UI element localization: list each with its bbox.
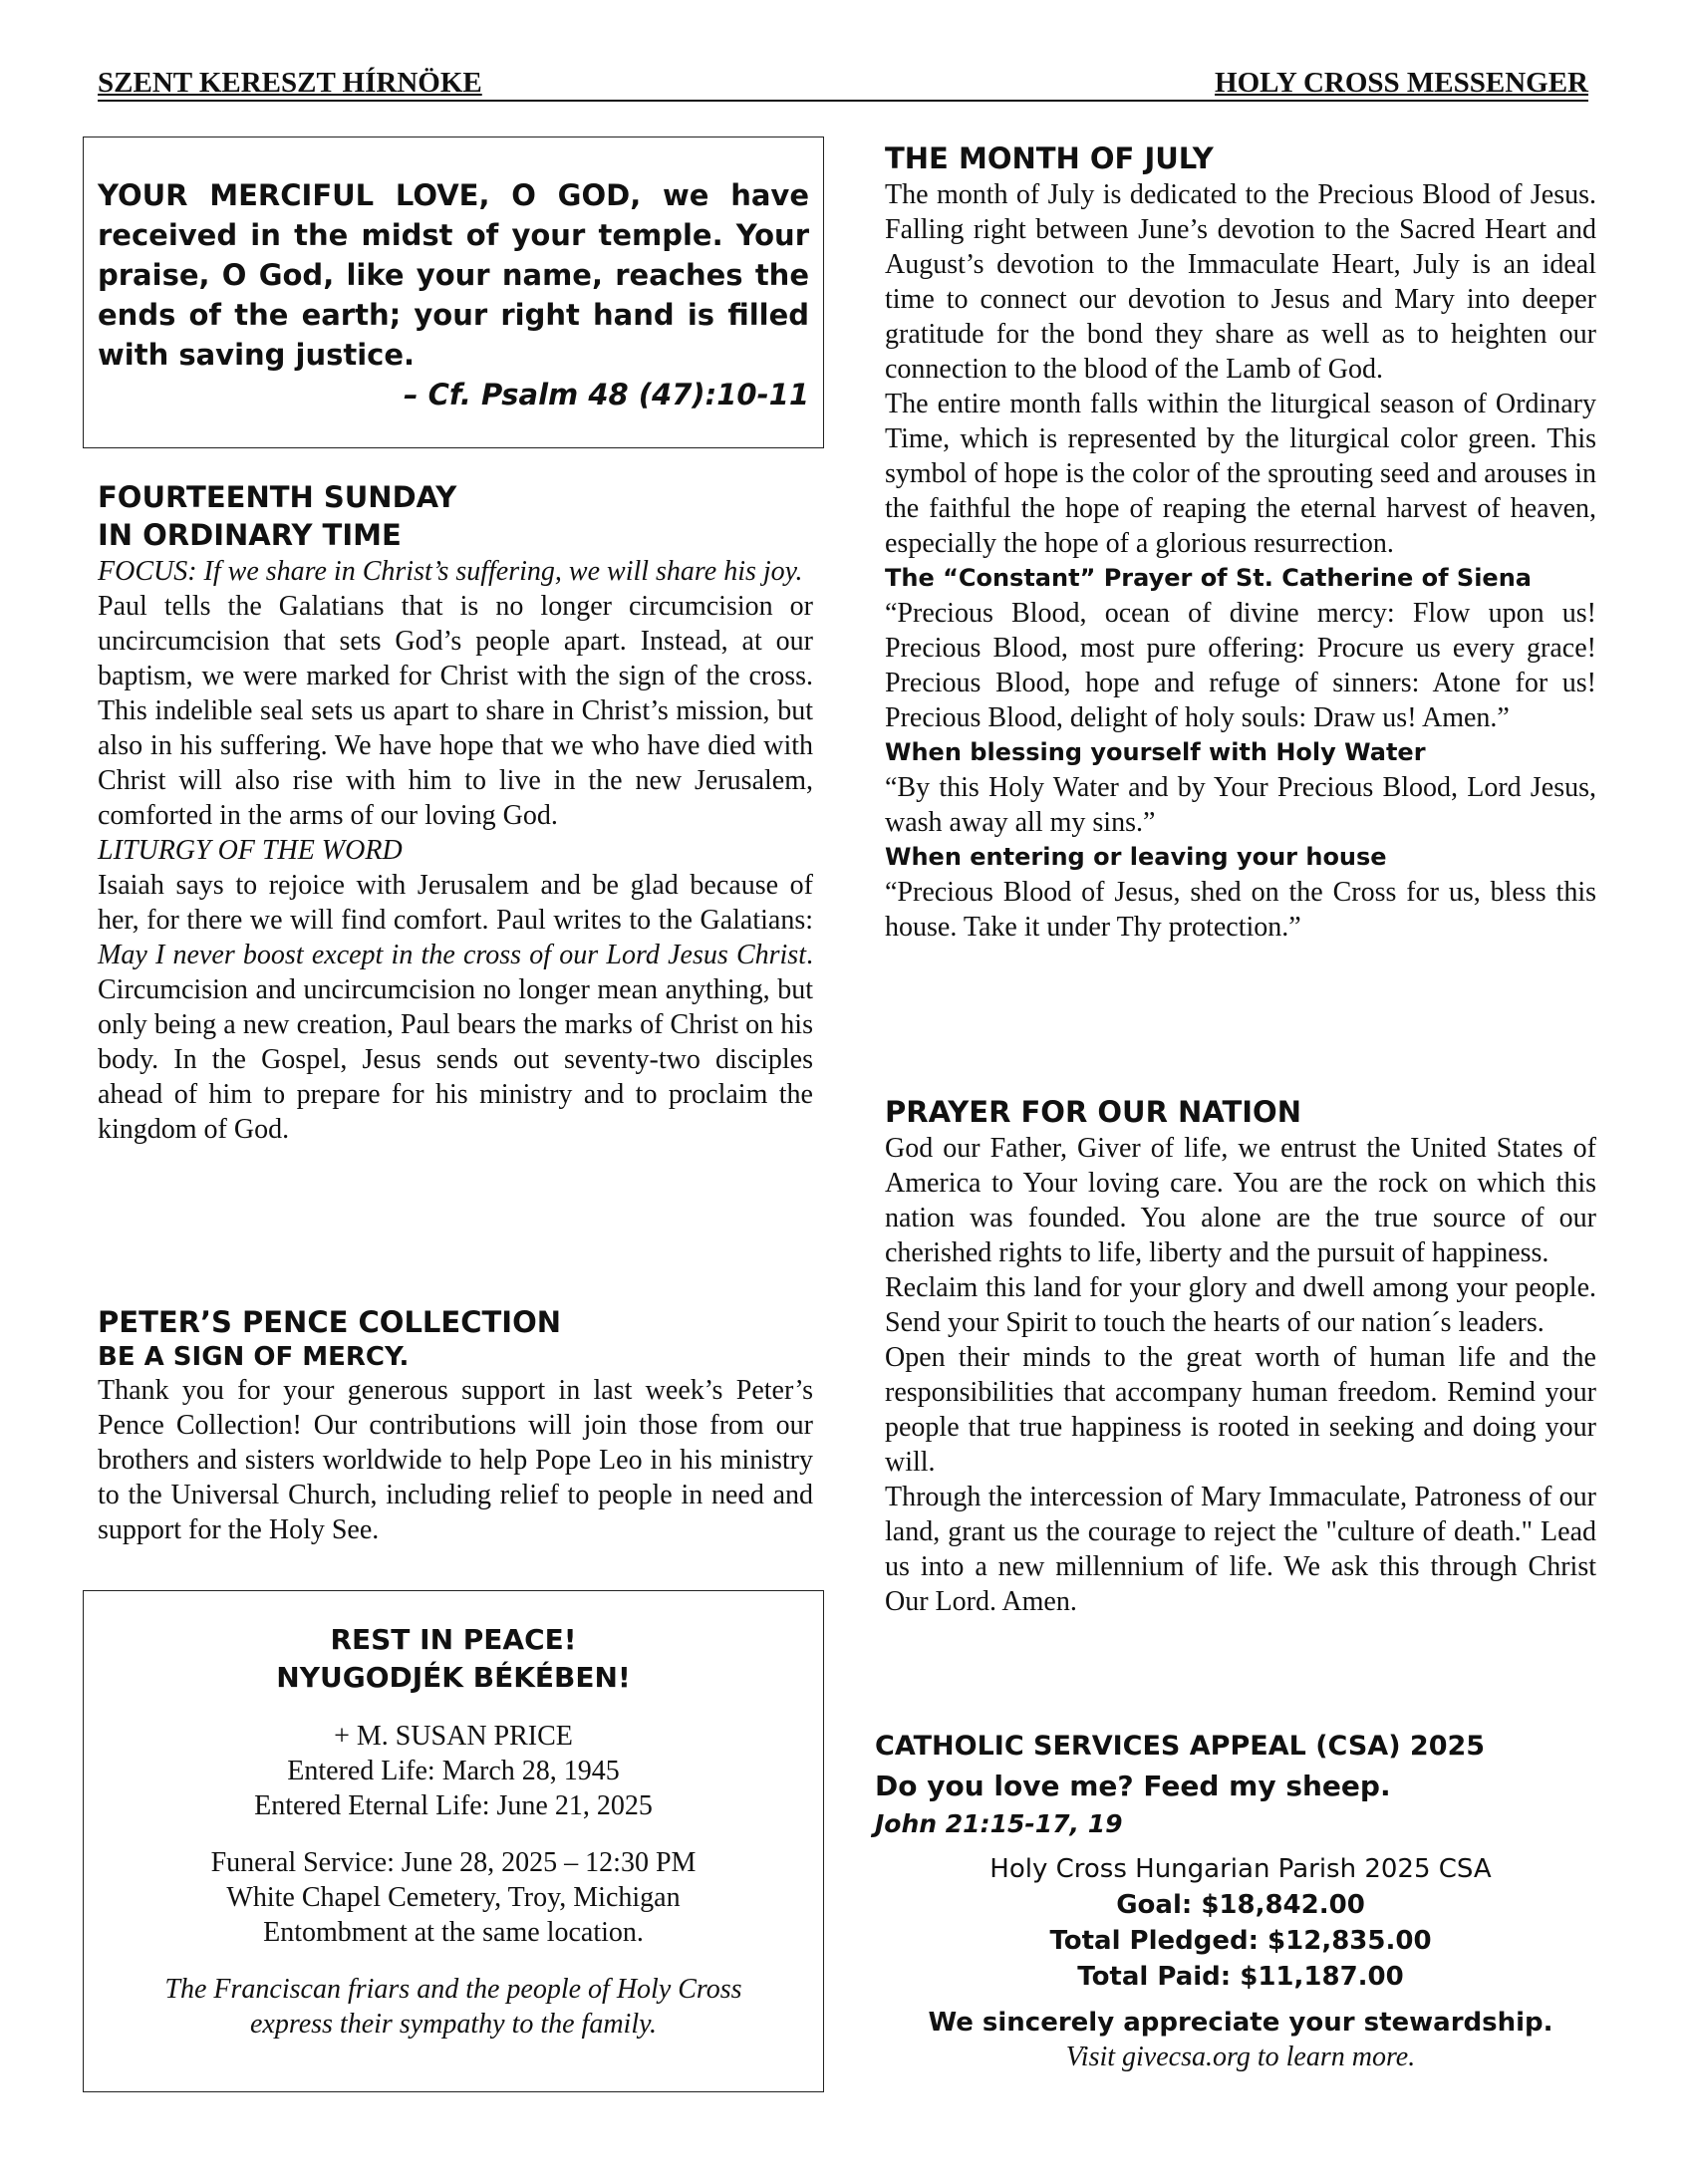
- peters-pence-body: Thank you for your generous support in last week’s Peter’s Pence Collection! Our contributions will join those from our brothers and sisters worldwide to help Pope Leo in his ministry to the Universal Church, including relief to people in need and support for the Holy See.: [98, 1375, 813, 1545]
- entered-eternal-life: Entered Eternal Life: June 21, 2025: [254, 1790, 653, 1821]
- fourteenth-sunday-paragraph-1: Paul tells the Galatians that is no longer circumcision or uncircumcision that sets God’s people apart. Instead, at our baptism, we were marked for Christ with the sign of the cross. This indelible seal sets us apart to share in Christ’s mission, but also in his suffering. We have hope that we who have died with Christ will also rise with him to live in the new Jerusalem, comforted in the arms of our loving God.: [98, 591, 813, 831]
- fourteenth-sunday-paragraph-2: [98, 868, 813, 1147]
- csa-section: [875, 1728, 1606, 2074]
- page-header: [98, 62, 1588, 102]
- psalm-text: YOUR MERCIFUL LOVE, O GOD, we have received in the midst of your temple. Your praise, O God, like your name, reaches the ends of the earth; your right hand is filled with saving justice.: [98, 178, 809, 372]
- nation-paragraph-1: God our Father, Giver of life, we entrust the United States of America to Your loving care. You are the rock on which this nation was founded. You alone are the true source of our cherished rights to life, liberty and the pursuit of happiness.: [885, 1133, 1596, 1268]
- july-paragraph-1: The month of July is dedicated to the Precious Blood of Jesus. Falling right between June’s devotion to the Sacred Heart and August’s devotion to the Immaculate Heart, July is an ideal time to connect our devotion to Jesus and Mary into deeper gratitude for the bond they share as well as to heighten our connection to the blood of the Lamb of God.: [885, 179, 1596, 385]
- header-title-english: HOLY CROSS MESSENGER: [1215, 67, 1588, 99]
- liturgy-label: LITURGY OF THE WORD: [98, 835, 403, 866]
- sympathy-line-1: The Franciscan friars and the people of Holy Cross: [164, 1974, 742, 2005]
- cemetery: White Chapel Cemetery, Troy, Michigan: [226, 1882, 681, 1913]
- psalm-box: [83, 136, 824, 448]
- header-title-hungarian: SZENT KERESZT HÍRNÖKE: [98, 67, 482, 99]
- house-prayer: “Precious Blood of Jesus, shed on the Cross for us, bless this house. Take it under Thy protection.”: [885, 877, 1596, 943]
- deceased-name: + M. SUSAN PRICE: [334, 1721, 573, 1752]
- month-of-july-section: [885, 139, 1596, 945]
- peters-pence-section: [98, 1303, 813, 1547]
- rest-in-peace-box: [83, 1590, 824, 2092]
- paragraph-2-part-b: . Circumcision and uncircumcision no longer mean anything, but only being a new creation, Paul bears the marks of Christ on his body. In the Gospel, Jesus sends out seventy-two disciples ahead of him to prepare for his ministry and to proclaim the kingdom of God.: [98, 940, 813, 1145]
- csa-subtitle: Do you love me? Feed my sheep.: [875, 1770, 1391, 1802]
- csa-appreciation: We sincerely appreciate your stewardship.: [928, 2008, 1553, 2038]
- csa-pledged: Total Pledged: $12,835.00: [1049, 1926, 1432, 1956]
- fourteenth-sunday-title-2: IN ORDINARY TIME: [98, 518, 402, 552]
- nation-paragraph-3: Open their minds to the great worth of human life and the responsibilities that accompany human freedom. Remind your people that true happiness is rooted in seeking and doing your will.: [885, 1342, 1596, 1478]
- rip-title-hungarian: NYUGODJÉK BÉKÉBEN!: [276, 1661, 631, 1694]
- house-title: When entering or leaving your house: [885, 843, 1387, 871]
- paragraph-2-quote: May I never boost except in the cross of our Lord Jesus Christ: [98, 940, 806, 970]
- csa-visit-link: Visit givecsa.org to learn more.: [1065, 2042, 1416, 2072]
- csa-citation: John 21:15-17, 19: [875, 1809, 1123, 1838]
- psalm-citation: – Cf. Psalm 48 (47):10-11: [404, 378, 809, 411]
- rip-title-english: REST IN PEACE!: [330, 1623, 577, 1656]
- peters-pence-subtitle: BE A SIGN OF MERCY.: [98, 1342, 410, 1372]
- constant-prayer-title: The “Constant” Prayer of St. Catherine of Siena: [885, 564, 1532, 592]
- paragraph-2-part-a: Isaiah says to rejoice with Jerusalem and be glad because of her, for there we will find comfort. Paul writes to the Galatians:: [98, 870, 813, 936]
- fourteenth-sunday-section: [98, 478, 813, 1147]
- holy-water-title: When blessing yourself with Holy Water: [885, 738, 1426, 766]
- entombment: Entombment at the same location.: [263, 1917, 644, 1948]
- funeral-service: Funeral Service: June 28, 2025 – 12:30 PM: [210, 1847, 697, 1878]
- csa-parish-line: Holy Cross Hungarian Parish 2025 CSA: [989, 1854, 1492, 1884]
- nation-paragraph-4: Through the intercession of Mary Immaculate, Patroness of our land, grant us the courage to reject the "culture of death." Lead us into a new millennium of life. We ask this through Christ Our Lord. Amen.: [885, 1482, 1596, 1617]
- csa-paid: Total Paid: $11,187.00: [1077, 1962, 1404, 1992]
- focus-text: FOCUS: If we share in Christ’s suffering, we will share his joy.: [98, 556, 803, 587]
- prayer-for-nation-section: [885, 1093, 1596, 1619]
- fourteenth-sunday-title-1: FOURTEENTH SUNDAY: [98, 480, 457, 514]
- constant-prayer: “Precious Blood, ocean of divine mercy: Flow upon us! Precious Blood, most pure offering: Procure us every grace! Precious Blood, hope and refuge of sinners: Atone for us! Precious Blood, delight of holy souls: Draw us! Amen.”: [885, 598, 1596, 733]
- holy-water-prayer: “By this Holy Water and by Your Precious Blood, Lord Jesus, wash away all my sins.”: [885, 772, 1596, 838]
- july-title: THE MONTH OF JULY: [885, 141, 1214, 175]
- csa-goal: Goal: $18,842.00: [1116, 1890, 1365, 1920]
- csa-title: CATHOLIC SERVICES APPEAL (CSA) 2025: [875, 1731, 1486, 1762]
- entered-life: Entered Life: March 28, 1945: [287, 1756, 620, 1786]
- nation-title: PRAYER FOR OUR NATION: [885, 1095, 1301, 1129]
- sympathy-line-2: express their sympathy to the family.: [250, 2009, 657, 2040]
- july-paragraph-2: The entire month falls within the liturgical season of Ordinary Time, which is represented by the liturgical color green. This symbol of hope is the color of the sprouting seed and arouses in the faithful the hope of reaping the eternal harvest of heaven, especially the hope of a glorious resurrection.: [885, 389, 1596, 559]
- peters-pence-title: PETER’S PENCE COLLECTION: [98, 1305, 561, 1339]
- nation-paragraph-2: Reclaim this land for your glory and dwell among your people. Send your Spirit to touch the hearts of our nation´s leaders.: [885, 1272, 1596, 1338]
